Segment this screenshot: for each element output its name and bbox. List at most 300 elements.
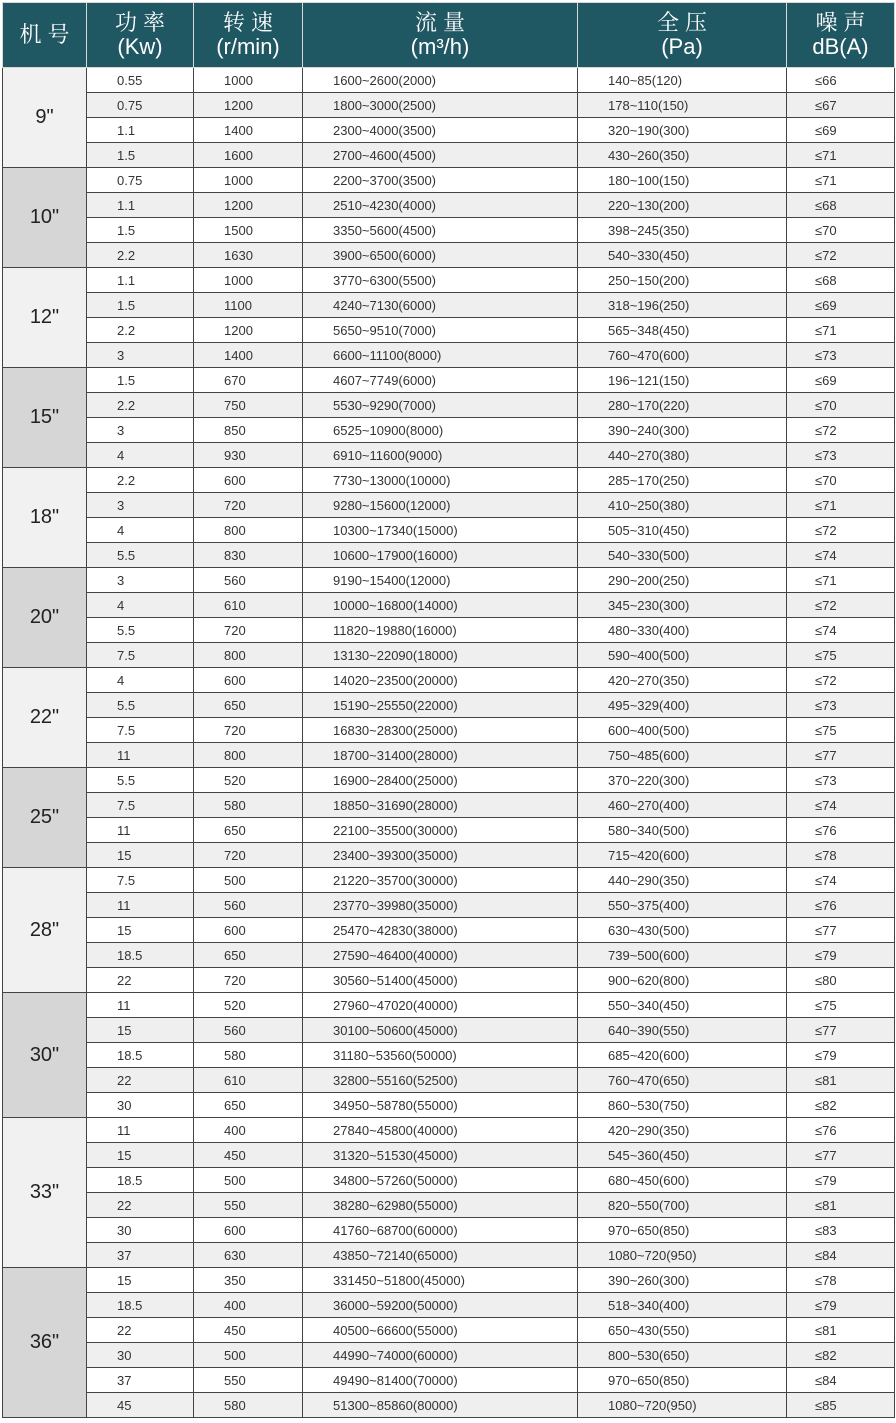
pressure-cell: 550~340(450) (578, 993, 787, 1018)
pressure-cell: 440~270(380) (578, 443, 787, 468)
flow-cell: 3350~5600(4500) (303, 218, 578, 243)
pressure-cell: 280~170(220) (578, 393, 787, 418)
power-cell: 22 (87, 968, 194, 993)
table-row (3, 1368, 895, 1393)
pressure-cell: 480~330(400) (578, 618, 787, 643)
power-cell: 5.5 (87, 768, 194, 793)
power-cell: 22 (87, 1318, 194, 1343)
speed-cell: 750 (194, 393, 303, 418)
power-cell: 3 (87, 493, 194, 518)
speed-cell: 500 (194, 1343, 303, 1368)
noise-cell: ≤73 (787, 693, 895, 718)
speed-cell: 1500 (194, 218, 303, 243)
noise-cell: ≤76 (787, 1118, 895, 1143)
flow-cell: 1600~2600(2000) (303, 68, 578, 93)
pressure-cell: 545~360(450) (578, 1143, 787, 1168)
noise-cell: ≤76 (787, 818, 895, 843)
power-cell: 2.2 (87, 468, 194, 493)
noise-cell: ≤79 (787, 1168, 895, 1193)
pressure-cell: 680~450(600) (578, 1168, 787, 1193)
table-row (3, 243, 895, 268)
table-row (3, 793, 895, 818)
table-row (3, 93, 895, 118)
noise-cell: ≤68 (787, 268, 895, 293)
table-row (3, 918, 895, 943)
pressure-cell: 540~330(450) (578, 243, 787, 268)
table-row (3, 493, 895, 518)
pressure-cell: 760~470(650) (578, 1068, 787, 1093)
noise-cell: ≤81 (787, 1068, 895, 1093)
table-row (3, 1043, 895, 1068)
table-row (3, 518, 895, 543)
power-cell: 3 (87, 343, 194, 368)
flow-cell: 41760~68700(60000) (303, 1218, 578, 1243)
flow-cell: 22100~35500(30000) (303, 818, 578, 843)
machine-model-cell: 15" (3, 368, 87, 468)
power-cell: 18.5 (87, 1043, 194, 1068)
speed-cell: 930 (194, 443, 303, 468)
table-row (3, 468, 895, 493)
flow-cell: 5530~9290(7000) (303, 393, 578, 418)
noise-cell: ≤83 (787, 1218, 895, 1243)
power-cell: 18.5 (87, 943, 194, 968)
pressure-cell: 370~220(300) (578, 768, 787, 793)
noise-cell: ≤72 (787, 518, 895, 543)
speed-cell: 650 (194, 693, 303, 718)
power-cell: 15 (87, 843, 194, 868)
table-row (3, 1018, 895, 1043)
noise-cell: ≤74 (787, 793, 895, 818)
pressure-cell: 760~470(600) (578, 343, 787, 368)
flow-cell: 331450~51800(45000) (303, 1268, 578, 1293)
noise-cell: ≤71 (787, 168, 895, 193)
machine-model-cell: 36" (3, 1268, 87, 1418)
power-cell: 30 (87, 1093, 194, 1118)
noise-cell: ≤71 (787, 568, 895, 593)
pressure-cell: 398~245(350) (578, 218, 787, 243)
noise-cell: ≤73 (787, 443, 895, 468)
flow-cell: 3900~6500(6000) (303, 243, 578, 268)
flow-cell: 2700~4600(4500) (303, 143, 578, 168)
pressure-cell: 180~100(150) (578, 168, 787, 193)
table-row (3, 443, 895, 468)
pressure-cell: 540~330(500) (578, 543, 787, 568)
noise-cell: ≤72 (787, 243, 895, 268)
table-row (3, 393, 895, 418)
table-row (3, 668, 895, 693)
flow-cell: 30100~50600(45000) (303, 1018, 578, 1043)
power-cell: 2.2 (87, 318, 194, 343)
flow-cell: 51300~85860(80000) (303, 1393, 578, 1418)
noise-cell: ≤77 (787, 743, 895, 768)
power-cell: 7.5 (87, 718, 194, 743)
flow-cell: 23400~39300(35000) (303, 843, 578, 868)
speed-cell: 500 (194, 1168, 303, 1193)
pressure-cell: 495~329(400) (578, 693, 787, 718)
table-row (3, 743, 895, 768)
flow-cell: 18850~31690(28000) (303, 793, 578, 818)
machine-model-cell: 30" (3, 993, 87, 1118)
pressure-cell: 178~110(150) (578, 93, 787, 118)
table-row (3, 1118, 895, 1143)
power-cell: 0.75 (87, 93, 194, 118)
noise-cell: ≤71 (787, 318, 895, 343)
pressure-cell: 640~390(550) (578, 1018, 787, 1043)
machine-model-cell: 12" (3, 268, 87, 368)
table-row (3, 1218, 895, 1243)
noise-cell: ≤73 (787, 343, 895, 368)
power-cell: 37 (87, 1243, 194, 1268)
flow-cell: 5650~9510(7000) (303, 318, 578, 343)
machine-model-cell: 25" (3, 768, 87, 868)
fan-spec-table (2, 2, 895, 1418)
table-row (3, 218, 895, 243)
table-row (3, 1243, 895, 1268)
noise-cell: ≤76 (787, 893, 895, 918)
power-cell: 1.1 (87, 268, 194, 293)
pressure-cell: 320~190(300) (578, 118, 787, 143)
speed-cell: 800 (194, 643, 303, 668)
speed-cell: 720 (194, 968, 303, 993)
machine-model-cell: 9" (3, 68, 87, 168)
pressure-cell: 1080~720(950) (578, 1243, 787, 1268)
pressure-cell: 900~620(800) (578, 968, 787, 993)
speed-cell: 450 (194, 1143, 303, 1168)
flow-cell: 3770~6300(5500) (303, 268, 578, 293)
pressure-cell: 550~375(400) (578, 893, 787, 918)
speed-cell: 520 (194, 768, 303, 793)
pressure-cell: 285~170(250) (578, 468, 787, 493)
pressure-cell: 505~310(450) (578, 518, 787, 543)
noise-cell: ≤68 (787, 193, 895, 218)
speed-cell: 580 (194, 1393, 303, 1418)
header-row (3, 3, 895, 68)
speed-cell: 350 (194, 1268, 303, 1293)
pressure-cell: 518~340(400) (578, 1293, 787, 1318)
power-cell: 5.5 (87, 618, 194, 643)
pressure-cell: 196~121(150) (578, 368, 787, 393)
flow-cell: 40500~66600(55000) (303, 1318, 578, 1343)
speed-cell: 800 (194, 743, 303, 768)
header-machine: 机 号 (3, 3, 87, 68)
power-cell: 15 (87, 918, 194, 943)
flow-cell: 31180~53560(50000) (303, 1043, 578, 1068)
flow-cell: 30560~51400(45000) (303, 968, 578, 993)
power-cell: 5.5 (87, 693, 194, 718)
power-cell: 0.55 (87, 68, 194, 93)
power-cell: 37 (87, 1368, 194, 1393)
power-cell: 45 (87, 1393, 194, 1418)
speed-cell: 560 (194, 1018, 303, 1043)
power-cell: 4 (87, 443, 194, 468)
flow-cell: 36000~59200(50000) (303, 1293, 578, 1318)
table-row (3, 343, 895, 368)
table-row (3, 768, 895, 793)
pressure-cell: 580~340(500) (578, 818, 787, 843)
machine-model-cell: 28" (3, 868, 87, 993)
noise-cell: ≤70 (787, 218, 895, 243)
noise-cell: ≤71 (787, 493, 895, 518)
power-cell: 7.5 (87, 868, 194, 893)
pressure-cell: 1080~720(950) (578, 1393, 787, 1418)
speed-cell: 450 (194, 1318, 303, 1343)
speed-cell: 560 (194, 568, 303, 593)
flow-cell: 10600~17900(16000) (303, 543, 578, 568)
speed-cell: 550 (194, 1193, 303, 1218)
flow-cell: 4607~7749(6000) (303, 368, 578, 393)
table-row (3, 1068, 895, 1093)
header-flow: 流 量 (m³/h) (303, 3, 578, 68)
speed-cell: 560 (194, 893, 303, 918)
speed-cell: 720 (194, 718, 303, 743)
pressure-cell: 410~250(380) (578, 493, 787, 518)
flow-cell: 2510~4230(4000) (303, 193, 578, 218)
noise-cell: ≤82 (787, 1343, 895, 1368)
noise-cell: ≤85 (787, 1393, 895, 1418)
flow-cell: 34800~57260(50000) (303, 1168, 578, 1193)
noise-cell: ≤75 (787, 993, 895, 1018)
pressure-cell: 860~530(750) (578, 1093, 787, 1118)
flow-cell: 6910~11600(9000) (303, 443, 578, 468)
speed-cell: 580 (194, 793, 303, 818)
pressure-cell: 565~348(450) (578, 318, 787, 343)
flow-cell: 7730~13000(10000) (303, 468, 578, 493)
power-cell: 1.5 (87, 218, 194, 243)
power-cell: 4 (87, 668, 194, 693)
speed-cell: 600 (194, 668, 303, 693)
flow-cell: 9280~15600(12000) (303, 493, 578, 518)
noise-cell: ≤69 (787, 293, 895, 318)
pressure-cell: 220~130(200) (578, 193, 787, 218)
table-row (3, 1093, 895, 1118)
flow-cell: 31320~51530(45000) (303, 1143, 578, 1168)
noise-cell: ≤74 (787, 618, 895, 643)
pressure-cell: 290~200(250) (578, 568, 787, 593)
table-row (3, 593, 895, 618)
power-cell: 0.75 (87, 168, 194, 193)
power-cell: 5.5 (87, 543, 194, 568)
noise-cell: ≤66 (787, 68, 895, 93)
table-row (3, 1293, 895, 1318)
power-cell: 3 (87, 418, 194, 443)
table-row (3, 568, 895, 593)
pressure-cell: 420~270(350) (578, 668, 787, 693)
speed-cell: 650 (194, 818, 303, 843)
table-row (3, 943, 895, 968)
noise-cell: ≤75 (787, 643, 895, 668)
flow-cell: 32800~55160(52500) (303, 1068, 578, 1093)
table-row (3, 293, 895, 318)
power-cell: 15 (87, 1143, 194, 1168)
noise-cell: ≤73 (787, 768, 895, 793)
pressure-cell: 318~196(250) (578, 293, 787, 318)
noise-cell: ≤79 (787, 943, 895, 968)
speed-cell: 1200 (194, 318, 303, 343)
flow-cell: 23770~39980(35000) (303, 893, 578, 918)
speed-cell: 1000 (194, 268, 303, 293)
speed-cell: 1630 (194, 243, 303, 268)
power-cell: 11 (87, 818, 194, 843)
header-speed: 转 速 (r/min) (194, 3, 303, 68)
noise-cell: ≤78 (787, 1268, 895, 1293)
table-row (3, 418, 895, 443)
flow-cell: 25470~42830(38000) (303, 918, 578, 943)
flow-cell: 10300~17340(15000) (303, 518, 578, 543)
flow-cell: 27590~46400(40000) (303, 943, 578, 968)
machine-model-cell: 10" (3, 168, 87, 268)
machine-model-cell: 18" (3, 468, 87, 568)
table-row (3, 318, 895, 343)
noise-cell: ≤79 (787, 1293, 895, 1318)
speed-cell: 600 (194, 468, 303, 493)
pressure-cell: 590~400(500) (578, 643, 787, 668)
speed-cell: 720 (194, 493, 303, 518)
noise-cell: ≤78 (787, 843, 895, 868)
table-row (3, 893, 895, 918)
table-row (3, 968, 895, 993)
power-cell: 30 (87, 1218, 194, 1243)
power-cell: 30 (87, 1343, 194, 1368)
power-cell: 4 (87, 518, 194, 543)
table-row (3, 643, 895, 668)
pressure-cell: 390~260(300) (578, 1268, 787, 1293)
flow-cell: 14020~23500(20000) (303, 668, 578, 693)
machine-model-cell: 20" (3, 568, 87, 668)
speed-cell: 650 (194, 1093, 303, 1118)
noise-cell: ≤84 (787, 1243, 895, 1268)
noise-cell: ≤69 (787, 118, 895, 143)
pressure-cell: 685~420(600) (578, 1043, 787, 1068)
power-cell: 22 (87, 1193, 194, 1218)
speed-cell: 1200 (194, 93, 303, 118)
flow-cell: 6525~10900(8000) (303, 418, 578, 443)
pressure-cell: 630~430(500) (578, 918, 787, 943)
noise-cell: ≤82 (787, 1093, 895, 1118)
pressure-cell: 739~500(600) (578, 943, 787, 968)
flow-cell: 34950~58780(55000) (303, 1093, 578, 1118)
table-row (3, 118, 895, 143)
power-cell: 1.5 (87, 368, 194, 393)
table-row (3, 718, 895, 743)
speed-cell: 500 (194, 868, 303, 893)
power-cell: 1.1 (87, 118, 194, 143)
table-row (3, 1268, 895, 1293)
pressure-cell: 970~650(850) (578, 1368, 787, 1393)
power-cell: 18.5 (87, 1168, 194, 1193)
speed-cell: 1100 (194, 293, 303, 318)
pressure-cell: 345~230(300) (578, 593, 787, 618)
power-cell: 7.5 (87, 643, 194, 668)
table-row (3, 1318, 895, 1343)
flow-cell: 9190~15400(12000) (303, 568, 578, 593)
power-cell: 1.1 (87, 193, 194, 218)
power-cell: 2.2 (87, 393, 194, 418)
pressure-cell: 460~270(400) (578, 793, 787, 818)
power-cell: 4 (87, 593, 194, 618)
noise-cell: ≤71 (787, 143, 895, 168)
table-row (3, 368, 895, 393)
noise-cell: ≤72 (787, 668, 895, 693)
power-cell: 11 (87, 893, 194, 918)
speed-cell: 610 (194, 1068, 303, 1093)
flow-cell: 2200~3700(3500) (303, 168, 578, 193)
speed-cell: 400 (194, 1118, 303, 1143)
speed-cell: 830 (194, 543, 303, 568)
flow-cell: 6600~11100(8000) (303, 343, 578, 368)
speed-cell: 720 (194, 618, 303, 643)
speed-cell: 1000 (194, 68, 303, 93)
speed-cell: 650 (194, 943, 303, 968)
power-cell: 15 (87, 1018, 194, 1043)
power-cell: 18.5 (87, 1293, 194, 1318)
noise-cell: ≤67 (787, 93, 895, 118)
table-row (3, 143, 895, 168)
pressure-cell: 420~290(350) (578, 1118, 787, 1143)
flow-cell: 43850~72140(65000) (303, 1243, 578, 1268)
table-row (3, 68, 895, 93)
pressure-cell: 820~550(700) (578, 1193, 787, 1218)
flow-cell: 38280~62980(55000) (303, 1193, 578, 1218)
noise-cell: ≤72 (787, 593, 895, 618)
noise-cell: ≤77 (787, 918, 895, 943)
machine-model-cell: 33" (3, 1118, 87, 1268)
pressure-cell: 430~260(350) (578, 143, 787, 168)
flow-cell: 16900~28400(25000) (303, 768, 578, 793)
speed-cell: 600 (194, 1218, 303, 1243)
pressure-cell: 390~240(300) (578, 418, 787, 443)
speed-cell: 520 (194, 993, 303, 1018)
header-pressure: 全 压 (Pa) (578, 3, 787, 68)
flow-cell: 44990~74000(60000) (303, 1343, 578, 1368)
table-body (3, 68, 895, 1418)
flow-cell: 27960~47020(40000) (303, 993, 578, 1018)
noise-cell: ≤79 (787, 1043, 895, 1068)
table-row (3, 618, 895, 643)
noise-cell: ≤75 (787, 718, 895, 743)
speed-cell: 550 (194, 1368, 303, 1393)
pressure-cell: 650~430(550) (578, 1318, 787, 1343)
power-cell: 11 (87, 1118, 194, 1143)
table-row (3, 193, 895, 218)
flow-cell: 15190~25550(22000) (303, 693, 578, 718)
noise-cell: ≤69 (787, 368, 895, 393)
pressure-cell: 140~85(120) (578, 68, 787, 93)
power-cell: 11 (87, 743, 194, 768)
pressure-cell: 440~290(350) (578, 868, 787, 893)
speed-cell: 1000 (194, 168, 303, 193)
pressure-cell: 600~400(500) (578, 718, 787, 743)
speed-cell: 610 (194, 593, 303, 618)
speed-cell: 1600 (194, 143, 303, 168)
pressure-cell: 800~530(650) (578, 1343, 787, 1368)
speed-cell: 400 (194, 1293, 303, 1318)
power-cell: 22 (87, 1068, 194, 1093)
speed-cell: 1200 (194, 193, 303, 218)
noise-cell: ≤77 (787, 1018, 895, 1043)
power-cell: 1.5 (87, 293, 194, 318)
table-row (3, 1343, 895, 1368)
flow-cell: 49490~81400(70000) (303, 1368, 578, 1393)
table-row (3, 868, 895, 893)
table-row (3, 693, 895, 718)
header-noise: 噪 声 dB(A) (787, 3, 895, 68)
power-cell: 7.5 (87, 793, 194, 818)
flow-cell: 18700~31400(28000) (303, 743, 578, 768)
machine-model-cell: 22" (3, 668, 87, 768)
table-row (3, 993, 895, 1018)
power-cell: 3 (87, 568, 194, 593)
noise-cell: ≤84 (787, 1368, 895, 1393)
